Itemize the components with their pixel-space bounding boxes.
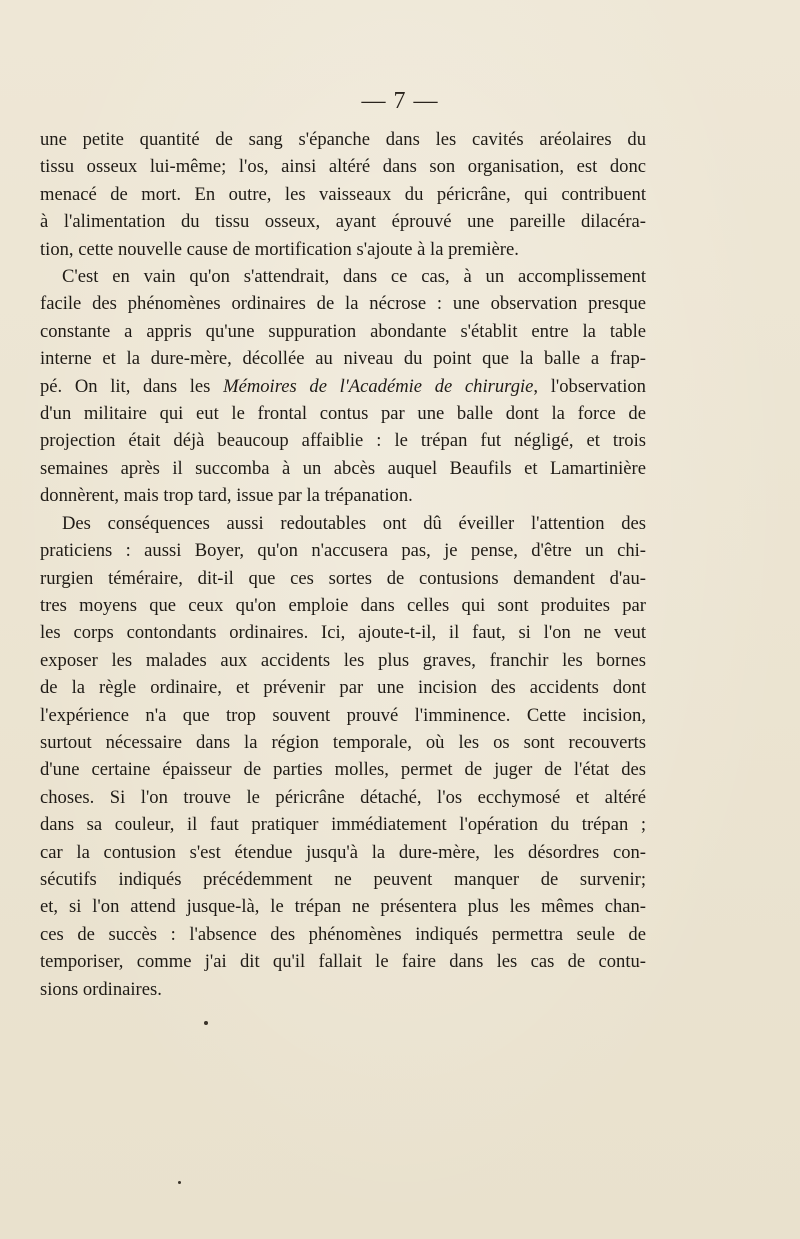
text-line: l'expérience n'a que trop souvent prouvé l'imminence. Cette incision, [40, 704, 646, 726]
text-line: praticiens : aussi Boyer, qu'on n'accusera pas, je pense, d'être un chi- [40, 540, 646, 562]
text-line: Des conséquences aussi redoutables ont dû éveiller l'attention des [62, 512, 646, 534]
text-line: rurgien téméraire, dit-il que ces sortes de contusions demandent d'au- [40, 567, 646, 589]
ink-speck [204, 1021, 208, 1025]
text-line: les corps contondants ordinaires. Ici, ajoute-t-il, il faut, si l'on ne veut [40, 622, 646, 644]
text-line: tion, cette nouvelle cause de mortification s'ajoute à la première. [40, 238, 519, 260]
text-line: tissu osseux lui-même; l'os, ainsi altéré dans son organisation, est donc [40, 156, 646, 178]
line-start: pé. On lit, dans les [40, 375, 224, 397]
cited-work-title: Mémoires de l'Académie de chirurgie [223, 375, 534, 397]
text-line: tres moyens que ceux qu'on emploie dans celles qui sont produites par [40, 594, 646, 616]
text-line: d'un militaire qui eut le frontal contus par une balle dont la force de [40, 403, 646, 425]
text-line: exposer les malades aux accidents les plus graves, franchir les bornes [40, 649, 646, 671]
text-line: surtout nécessaire dans la région temporale, où les os sont recouverts [40, 731, 646, 753]
paragraph-1 [40, 126, 646, 263]
text-line: semaines après il succomba à un abcès auquel Beaufils et Lamartinière [40, 457, 646, 479]
text-line: et, si l'on attend jusque-là, le trépan ne présentera plus les mêmes chan- [40, 896, 646, 918]
text-line: à l'alimentation du tissu osseux, ayant éprouvé une pareille dilacéra- [40, 211, 646, 233]
paragraph-3 [40, 510, 646, 1003]
text-line: une petite quantité de sang s'épanche dans les cavités aréolaires du [40, 129, 646, 150]
text-line-with-citation [40, 373, 646, 400]
text-line: sions ordinaires. [40, 978, 162, 1000]
text-line: ces de succès : l'absence des phénomènes indiqués permettra seule de [40, 923, 646, 945]
text-line: interne et la dure-mère, décollée au niveau du point que la balle a frap- [40, 348, 646, 370]
line-end: , l'observation [533, 375, 646, 397]
text-line: car la contusion s'est étendue jusqu'à la dure-mère, les désordres con- [40, 841, 646, 863]
text-line: sécutifs indiqués précédemment ne peuvent manquer de survenir; [40, 868, 646, 890]
text-line: choses. Si l'on trouve le péricrâne détaché, l'os ecchymosé et altéré [40, 786, 646, 808]
body-text [40, 126, 646, 1003]
text-line: C'est en vain qu'on s'attendrait, dans ce cas, à un accomplissement [62, 266, 646, 288]
text-line: projection était déjà beaucoup affaiblie : le trépan fut négligé, et trois [40, 430, 646, 452]
text-line: facile des phénomènes ordinaires de la nécrose : une observation presque [40, 293, 646, 315]
text-line: d'une certaine épaisseur de parties molles, permet de juger de l'état des [40, 759, 646, 781]
text-line: menacé de mort. En outre, les vaisseaux du péricrâne, qui contribuent [40, 183, 646, 205]
text-line: donnèrent, mais trop tard, issue par la trépanation. [40, 485, 413, 507]
paragraph-2 [40, 263, 646, 510]
text-line: constante a appris qu'une suppuration abondante s'établit entre la table [40, 320, 646, 342]
text-line: dans sa couleur, il faut pratiquer immédiatement l'opération du trépan ; [40, 814, 646, 836]
ink-speck [178, 1181, 181, 1184]
page-number: — 7 — [361, 88, 439, 114]
text-line: de la règle ordinaire, et prévenir par une incision des accidents dont [40, 677, 646, 699]
text-line: temporiser, comme j'ai dit qu'il fallait le faire dans les cas de contu- [40, 951, 646, 973]
